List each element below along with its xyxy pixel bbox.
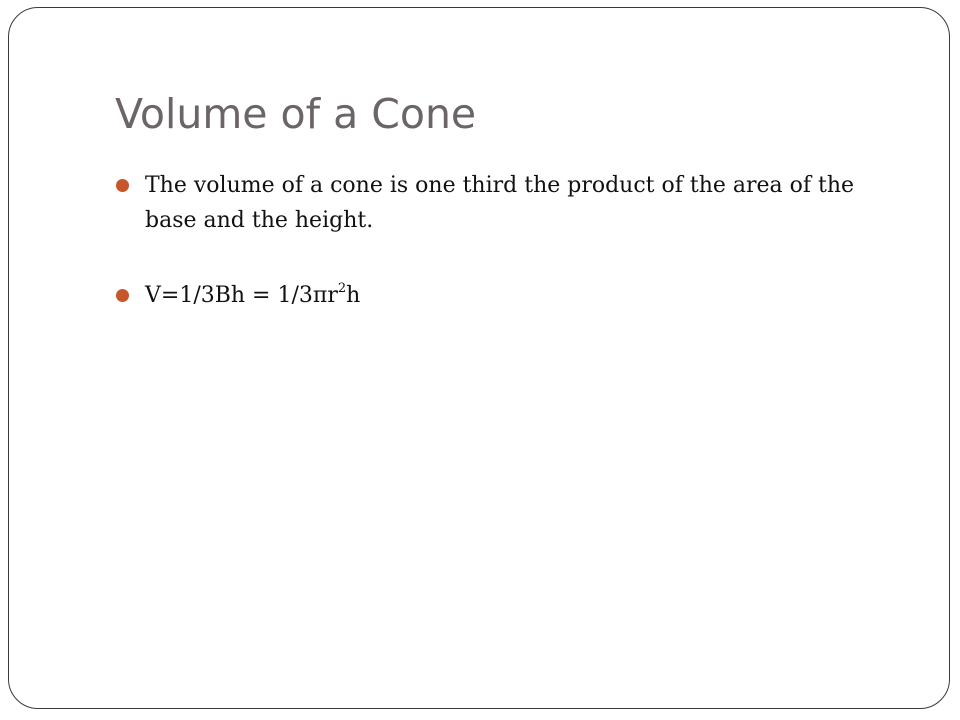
formula-exponent: 2 [337, 280, 347, 296]
formula-tail: h [346, 283, 361, 308]
bullet-dot-icon [116, 179, 129, 192]
slide-frame [8, 7, 950, 709]
bullet-list [115, 168, 905, 313]
bullet-definition [115, 168, 905, 238]
formula-main: V=1/3Bh = 1/3πr [145, 283, 338, 308]
slide-title: Volume of a Cone [115, 90, 477, 138]
bullet-formula [115, 278, 905, 313]
bullet-definition-text: The volume of a cone is one third the product of the area of the base and the height. [145, 173, 855, 233]
volume-formula [145, 280, 361, 308]
bullet-dot-icon [116, 289, 129, 302]
